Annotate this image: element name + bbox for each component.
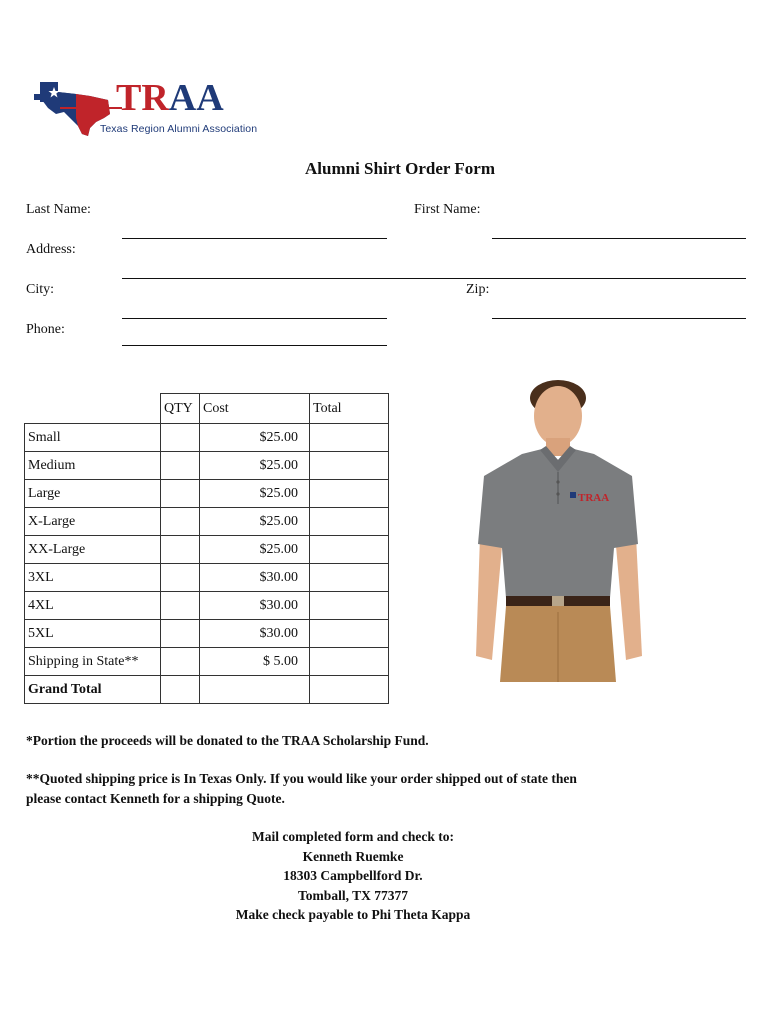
phone-line[interactable] bbox=[122, 345, 387, 346]
shirt-logo: TRAA bbox=[578, 492, 610, 504]
table-row bbox=[25, 592, 389, 620]
table-row bbox=[25, 648, 389, 676]
zip-label: Zip: bbox=[466, 282, 490, 297]
qty-cell[interactable] bbox=[161, 480, 200, 508]
city-line[interactable] bbox=[122, 318, 387, 319]
qty-cell[interactable] bbox=[161, 592, 200, 620]
total-cell[interactable] bbox=[310, 592, 389, 620]
cost-cell: $ 5.00 bbox=[200, 648, 310, 676]
size-label: 3XL bbox=[25, 564, 161, 592]
first-name-line[interactable] bbox=[492, 238, 746, 239]
mail-payable: Make check payable to Phi Theta Kappa bbox=[235, 907, 471, 922]
table-row bbox=[25, 620, 389, 648]
total-header: Total bbox=[310, 394, 389, 424]
qty-cell[interactable] bbox=[161, 452, 200, 480]
table-row bbox=[25, 452, 389, 480]
size-label: Small bbox=[25, 424, 161, 452]
size-label: Medium bbox=[25, 452, 161, 480]
shirt-model-image bbox=[466, 376, 650, 682]
total-cell[interactable] bbox=[310, 452, 389, 480]
grand-total-cell[interactable] bbox=[310, 676, 389, 704]
order-table bbox=[24, 393, 389, 704]
zip-line[interactable] bbox=[492, 318, 746, 319]
total-cell[interactable] bbox=[310, 620, 389, 648]
last-name-line[interactable] bbox=[122, 238, 387, 239]
total-cell[interactable] bbox=[310, 648, 389, 676]
table-row bbox=[25, 536, 389, 564]
grand-total-row bbox=[25, 676, 389, 704]
address-label: Address: bbox=[26, 242, 76, 257]
cost-cell: $25.00 bbox=[200, 452, 310, 480]
mail-street: 18303 Campbellford Dr. bbox=[283, 868, 423, 883]
city-label: City: bbox=[26, 282, 55, 297]
table-row bbox=[25, 424, 389, 452]
table-row bbox=[25, 508, 389, 536]
cost-cell: $30.00 bbox=[200, 620, 310, 648]
total-cell[interactable] bbox=[310, 564, 389, 592]
size-label: X-Large bbox=[25, 508, 161, 536]
total-cell[interactable] bbox=[310, 536, 389, 564]
mail-instructions: Mail completed form and check to: bbox=[251, 829, 455, 844]
qty-cell[interactable] bbox=[161, 564, 200, 592]
first-name-label: First Name: bbox=[414, 202, 481, 217]
cost-cell: $30.00 bbox=[200, 564, 310, 592]
mail-city: Tomball, TX 77377 bbox=[298, 888, 408, 903]
table-row bbox=[25, 480, 389, 508]
last-name-label: Last Name: bbox=[26, 202, 91, 217]
cost-cell: $25.00 bbox=[200, 480, 310, 508]
donation-note: *Portion the proceeds will be donated to the TRAA Scholarship Fund. bbox=[26, 733, 429, 748]
cost-cell: $25.00 bbox=[200, 424, 310, 452]
size-label: Large bbox=[25, 480, 161, 508]
form-title: Alumni Shirt Order Form bbox=[305, 159, 495, 178]
qty-cell[interactable] bbox=[161, 536, 200, 564]
size-label: 5XL bbox=[25, 620, 161, 648]
shipping-note-line1: **Quoted shipping price is In Texas Only. If you would like your order shipped out of state then bbox=[26, 771, 577, 786]
table-header-row bbox=[25, 394, 389, 424]
shipping-note-line2: please contact Kenneth for a shipping Quote. bbox=[26, 791, 285, 806]
cost-cell: $25.00 bbox=[200, 536, 310, 564]
table-row bbox=[25, 564, 389, 592]
size-label: XX-Large bbox=[25, 536, 161, 564]
size-label: 4XL bbox=[25, 592, 161, 620]
qty-cell[interactable] bbox=[161, 424, 200, 452]
address-line[interactable] bbox=[122, 278, 746, 279]
qty-header: QTY bbox=[161, 394, 200, 424]
qty-cell[interactable] bbox=[161, 648, 200, 676]
total-cell[interactable] bbox=[310, 424, 389, 452]
cost-cell: $25.00 bbox=[200, 508, 310, 536]
cost-cell: $30.00 bbox=[200, 592, 310, 620]
total-cell[interactable] bbox=[310, 480, 389, 508]
mail-name: Kenneth Ruemke bbox=[302, 849, 404, 864]
qty-cell[interactable] bbox=[161, 508, 200, 536]
phone-label: Phone: bbox=[26, 322, 65, 337]
grand-total-qty-cell[interactable] bbox=[161, 676, 200, 704]
logo-subtitle: Texas Region Alumni Association bbox=[100, 123, 258, 135]
shipping-label: Shipping in State** bbox=[25, 648, 161, 676]
grand-total-label: Grand Total bbox=[25, 676, 161, 704]
qty-cell[interactable] bbox=[161, 620, 200, 648]
total-cell[interactable] bbox=[310, 508, 389, 536]
logo-letters: TRAA bbox=[116, 78, 224, 119]
grand-total-cost-cell bbox=[200, 676, 310, 704]
cost-header: Cost bbox=[200, 394, 310, 424]
